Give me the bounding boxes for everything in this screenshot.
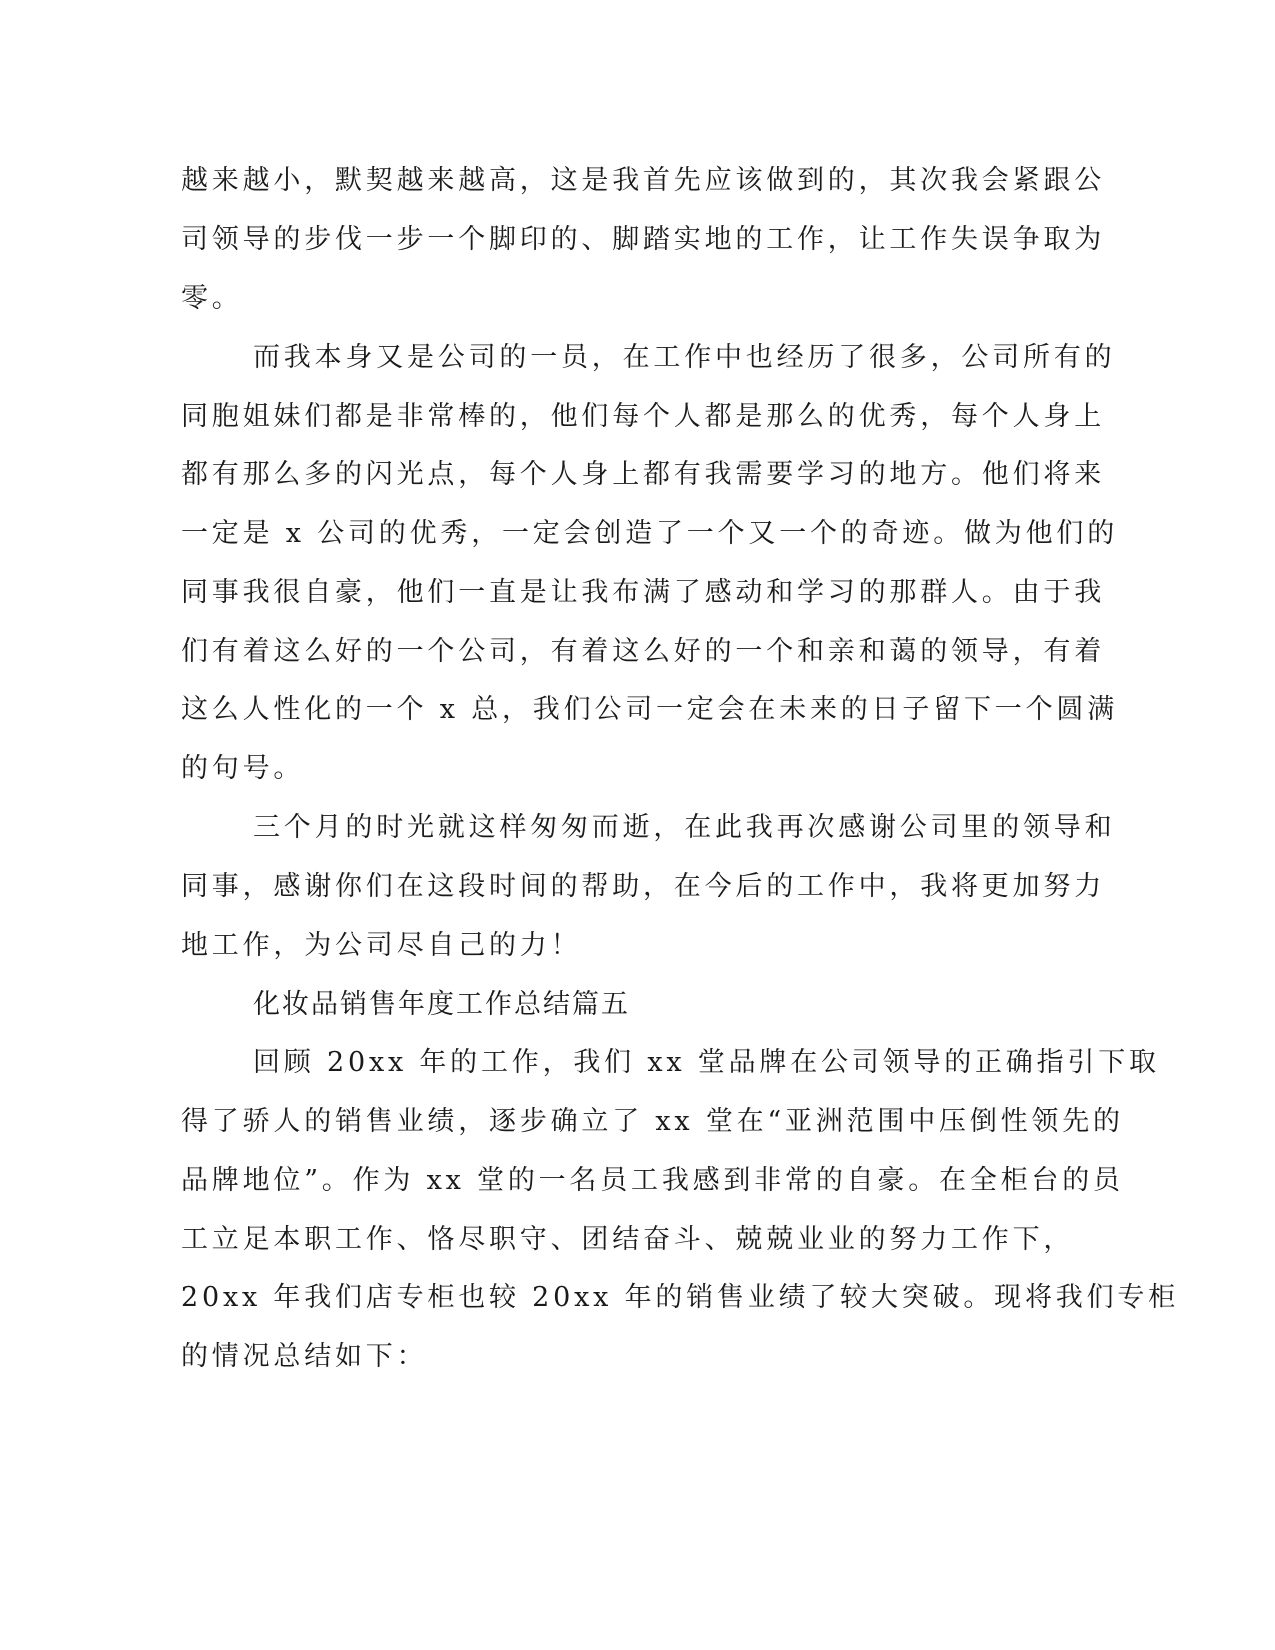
text-line: 的句号。 [181, 753, 305, 784]
paragraph-first-line: 回顾 20xx 年的工作，我们 xx 堂品牌在公司领导的正确指引下取 [253, 1047, 1160, 1078]
paragraph-first-line: 三个月的时光就这样匆匆而逝，在此我再次感谢公司里的领导和 [253, 812, 1116, 843]
text-line: 工立足本职工作、恪尽职守、团结奋斗、兢兢业业的努力工作下， [181, 1224, 1075, 1255]
text-line: 得了骄人的销售业绩，逐步确立了 xx 堂在“亚洲范围中压倒性领先的 [181, 1106, 1124, 1137]
text-line: 同事，感谢你们在这段时间的帮助，在今后的工作中，我将更加努力 [181, 871, 1105, 902]
text-line: 零。 [181, 283, 243, 314]
text-line: 都有那么多的闪光点，每个人身上都有我需要学习的地方。他们将来 [181, 459, 1105, 490]
paragraph-first-line: 而我本身又是公司的一员，在工作中也经历了很多，公司所有的 [253, 342, 1116, 373]
text-line: 的情况总结如下： [181, 1341, 428, 1372]
text-line: 20xx 年我们店专柜也较 20xx 年的销售业绩了较大突破。现将我们专柜 [181, 1282, 1179, 1313]
text-line: 越来越小，默契越来越高，这是我首先应该做到的，其次我会紧跟公 [181, 165, 1105, 196]
text-line: 品牌地位”。作为 xx 堂的一名员工我感到非常的自豪。在全柜台的员 [181, 1165, 1124, 1196]
text-line: 一定是 x 公司的优秀，一定会创造了一个又一个的奇迹。做为他们的 [181, 518, 1118, 549]
text-line: 司领导的步伐一步一个脚印的、脚踏实地的工作，让工作失误争取为 [181, 224, 1105, 255]
text-line: 地工作，为公司尽自己的力！ [181, 930, 582, 961]
section-heading: 化妆品销售年度工作总结篇五 [253, 989, 630, 1020]
text-line: 同胞姐妹们都是非常棒的，他们每个人都是那么的优秀，每个人身上 [181, 401, 1105, 432]
text-line: 这么人性化的一个 x 总，我们公司一定会在未来的日子留下一个圆满 [181, 694, 1118, 725]
text-line: 们有着这么好的一个公司，有着这么好的一个和亲和蔼的领导，有着 [181, 636, 1105, 667]
text-line: 同事我很自豪，他们一直是让我布满了感动和学习的那群人。由于我 [181, 577, 1105, 608]
